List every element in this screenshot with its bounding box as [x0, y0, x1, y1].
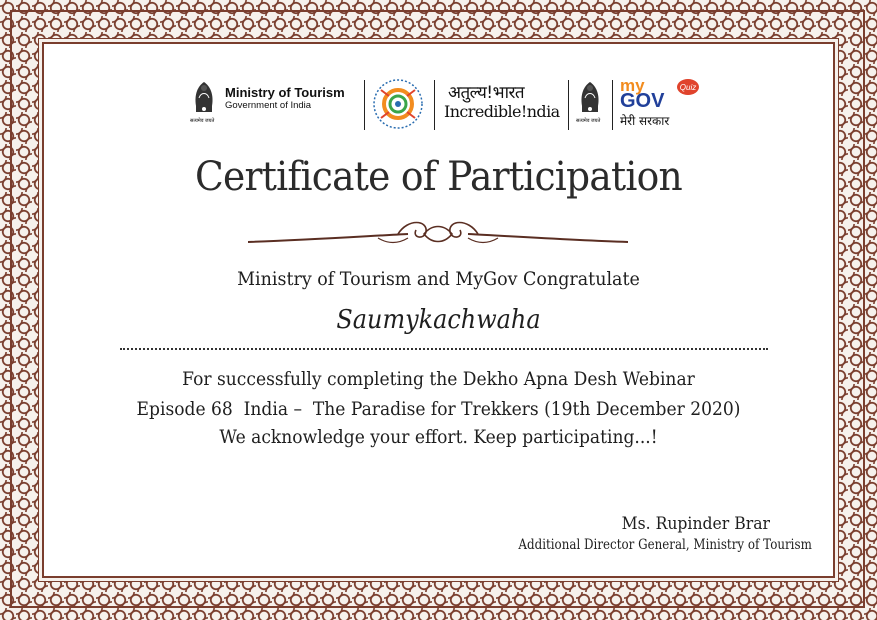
incredible-india-english: Incredible!ndia: [444, 102, 560, 121]
logo-divider: [434, 80, 435, 130]
quiz-label: Quiz: [679, 83, 697, 92]
amrit-mahotsav-icon: [371, 76, 425, 132]
signatory-title: Additional Director General, Ministry of Tourism: [518, 537, 812, 553]
logo-divider: [612, 80, 613, 130]
national-emblem-icon: [576, 76, 604, 120]
decorative-flourish-icon: [248, 214, 628, 252]
mygov-gov-text: GOV: [620, 90, 665, 112]
azadi-ka-amrit-mahotsav-logo: [371, 76, 425, 132]
recipient-name: Saumykachwaha: [336, 305, 541, 335]
description-line-2: Episode 68 India – The Paradise for Trekkers (19th December 2020): [136, 398, 741, 420]
description-line-3: We acknowledge your effort. Keep participating...!: [219, 426, 658, 448]
mygov-hindi-text: मेरी सरकार: [620, 114, 670, 128]
ministry-name: Ministry of Tourism: [225, 85, 345, 100]
congratulate-line: Ministry of Tourism and MyGov Congratulate: [237, 268, 640, 290]
dotted-divider: [120, 348, 768, 350]
ministry-of-tourism-logo: [190, 76, 360, 132]
emblem-caption: सत्यमेव जयते: [190, 118, 215, 124]
certificate-title: Certificate of Participation: [194, 154, 683, 200]
ministry-subtitle: Government of India: [225, 100, 312, 111]
signatory-name: Ms. Rupinder Brar: [621, 514, 770, 534]
national-emblem-icon: [190, 76, 218, 120]
emblem-caption: सत्यमेव जयते: [576, 118, 601, 124]
mygov-my-text: my: [620, 76, 645, 95]
logo-divider: [568, 80, 569, 130]
description-line-1: For successfully completing the Dekho Apna Desh Webinar: [182, 368, 695, 390]
logo-strip: [188, 76, 708, 132]
incredible-india-hindi: अतुल्य!भारत: [448, 83, 525, 103]
government-emblem-logo: [576, 76, 606, 132]
incredible-india-logo: [444, 76, 564, 132]
quiz-badge-icon: [676, 78, 700, 96]
logo-divider: [364, 80, 365, 130]
mygov-quiz-logo: [620, 76, 710, 132]
